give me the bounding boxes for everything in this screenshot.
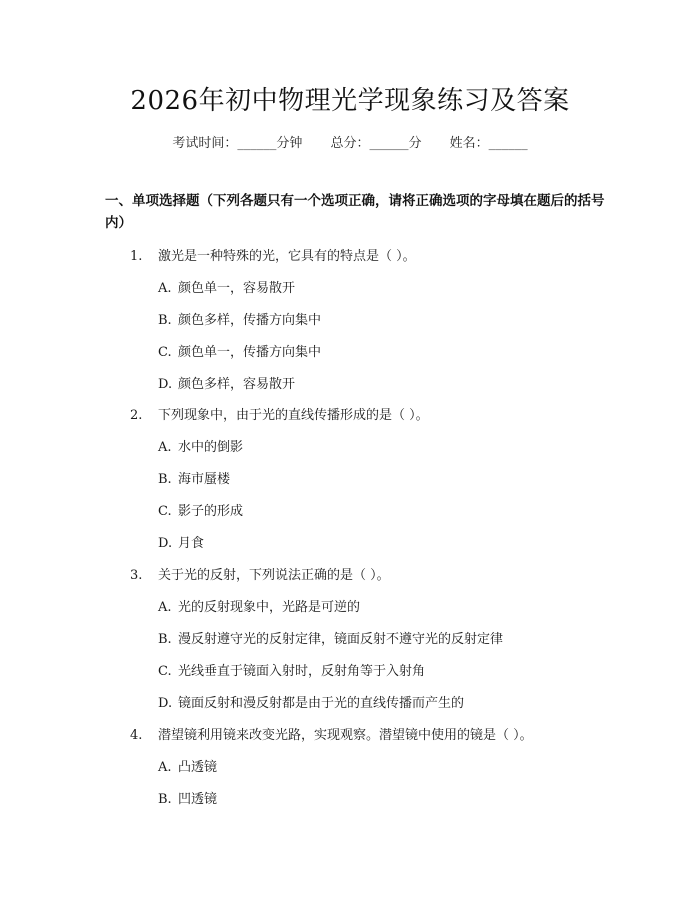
section-heading: 一、单项选择题（下列各题只有一个选项正确，请将正确选项的字母填在题后的括号内） (105, 193, 605, 231)
question-number: 1. (130, 249, 143, 264)
option-letter: A. (158, 281, 172, 296)
question-2-option-a (158, 436, 243, 455)
option-letter: A. (158, 600, 172, 615)
question-3-option-a (158, 596, 360, 615)
option-text: 颜色单一，传播方向集中 (178, 345, 322, 360)
exam-meta (0, 132, 700, 151)
total-score-label: 总分：______分 (330, 136, 422, 151)
option-text: 影子的形成 (178, 504, 244, 519)
question-4 (130, 724, 533, 743)
question-1-option-b (158, 309, 321, 328)
option-letter: C. (158, 504, 172, 519)
question-1-option-d (158, 373, 295, 392)
question-3-option-b (158, 628, 503, 647)
exam-time-label: 考试时间：______分钟 (172, 136, 303, 151)
question-3 (130, 564, 390, 583)
option-text: 月食 (178, 536, 205, 551)
option-letter: D. (158, 377, 173, 392)
option-letter: C. (158, 664, 172, 679)
question-1 (130, 245, 416, 264)
question-text: 关于光的反射，下列说法正确的是（ ）。 (158, 568, 390, 583)
question-number: 2. (130, 408, 143, 423)
question-text: 潜望镜利用镜来改变光路，实现观察。潜望镜中使用的镜是（ ）。 (158, 728, 533, 743)
option-text: 漫反射遵守光的反射定律，镜面反射不遵守光的反射定律 (178, 632, 504, 647)
option-text: 凸透镜 (178, 760, 218, 775)
option-letter: B. (158, 313, 172, 328)
option-text: 颜色单一，容易散开 (178, 281, 296, 296)
question-2-option-d (158, 532, 204, 551)
question-1-option-a (158, 277, 295, 296)
question-3-option-c (158, 660, 425, 679)
option-letter: A. (158, 440, 172, 455)
option-text: 海市蜃楼 (178, 472, 231, 487)
question-2 (130, 404, 429, 423)
option-letter: D. (158, 696, 173, 711)
option-text: 水中的倒影 (178, 440, 244, 455)
question-text: 激光是一种特殊的光，它具有的特点是（ ）。 (158, 249, 416, 264)
student-name-label: 姓名：______ (449, 136, 528, 151)
option-text: 光线垂直于镜面入射时，反射角等于入射角 (178, 664, 426, 679)
option-letter: B. (158, 472, 172, 487)
option-letter: B. (158, 792, 172, 807)
option-text: 镜面反射和漫反射都是由于光的直线传播而产生的 (178, 696, 465, 711)
option-letter: A. (158, 760, 172, 775)
option-text: 凹透镜 (178, 792, 218, 807)
question-1-option-c (158, 341, 321, 360)
question-4-option-b (158, 788, 217, 807)
question-2-option-b (158, 468, 230, 487)
question-number: 3. (130, 568, 143, 583)
option-letter: D. (158, 536, 173, 551)
question-number: 4. (130, 728, 143, 743)
question-4-option-a (158, 756, 217, 775)
option-text: 颜色多样，容易散开 (178, 377, 296, 392)
option-text: 光的反射现象中，光路是可逆的 (178, 600, 361, 615)
option-letter: C. (158, 345, 172, 360)
question-2-option-c (158, 500, 243, 519)
option-text: 颜色多样，传播方向集中 (178, 313, 322, 328)
question-3-option-d (158, 692, 464, 711)
page-title: 2026年初中物理光学现象练习及答案 (130, 86, 570, 116)
question-text: 下列现象中，由于光的直线传播形成的是（ ）。 (158, 408, 429, 423)
option-letter: B. (158, 632, 172, 647)
